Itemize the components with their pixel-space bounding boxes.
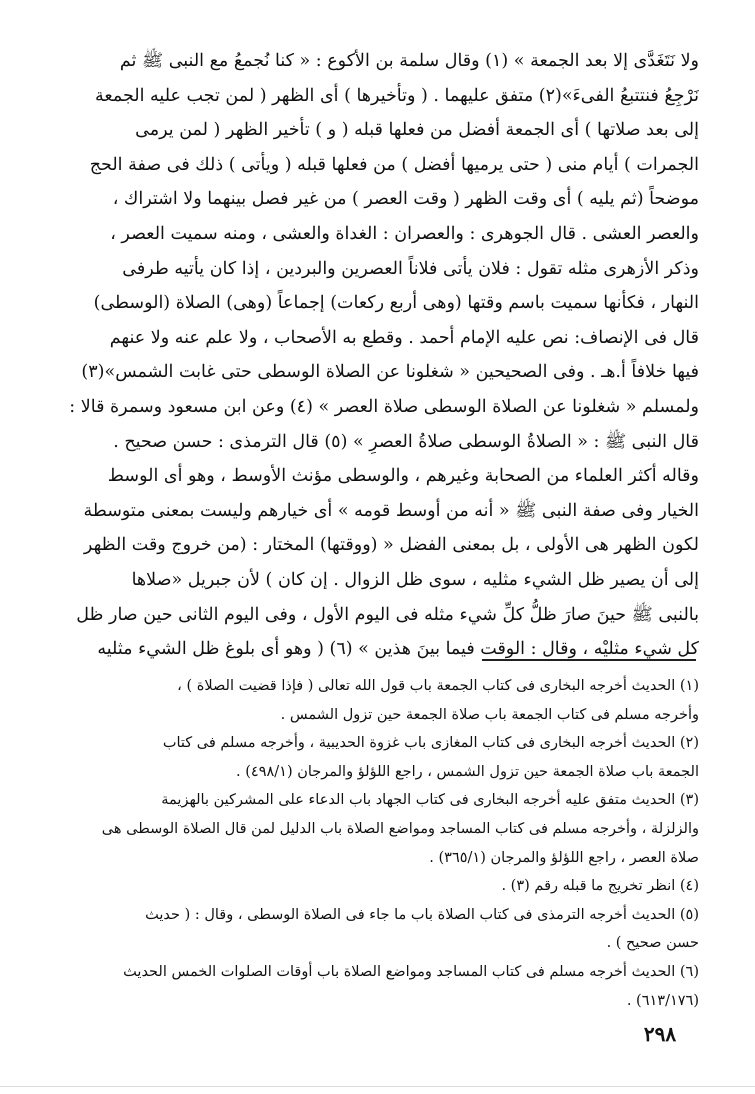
main-text-line: إلى أن يصير ظل الشيء مثليه ، سوى ظل الزوال . إن كان ) لأن جبريل «صلاها <box>131 569 699 590</box>
main-text-line: بالنبى ﷺ حينَ صارَ ظلُّ كلِّ شيء مثله فى اليوم الأول ، وفى اليوم الثانى حين صار ظل <box>76 604 699 625</box>
footnote-line: والزلزلة ، وأخرجه مسلم فى كتاب المساجد ومواضع الصلاة باب الدليل لمن قال الصلاة الوسطى هى <box>101 820 699 837</box>
footnote-line: وأخرجه مسلم فى كتاب الجمعة باب صلاة الجمعة حين تزول الشمس . <box>280 706 699 723</box>
footnote-line: صلاة العصر ، راجع اللؤلؤ والمرجان (٣٦٥/١) . <box>429 849 699 866</box>
main-text-block <box>66 44 699 667</box>
footnote-line: (٦١٣/١٧٦) . <box>626 992 699 1009</box>
footnote-separator <box>482 659 696 661</box>
footnotes-block <box>66 672 699 1015</box>
footnote-line: (٤) انظر تخريج ما قبله رقم (٣) . <box>501 878 699 895</box>
page-number: ٢٩٨ <box>643 1022 677 1046</box>
footnote-line: (٦) الحديث أخرجه مسلم فى كتاب المساجد ومواضع الصلاة باب أوقات الصلوات الخمس الحديث <box>123 963 699 980</box>
footnote-line: الجمعة باب صلاة الجمعة حين تزول الشمس ، راجع اللؤلؤ والمرجان (٤٩٨/١) . <box>236 763 699 780</box>
main-text-line: قال النبى ﷺ : « الصلاةُ الوسطى صلاةُ العصرِ » (٥) قال الترمذى : حسن صحيح . <box>113 431 699 452</box>
main-text-line: الخيار وفى صفة النبى ﷺ « أنه من أوسط قومه » أى خيارهم وليست بمعنى متوسطة <box>83 500 699 521</box>
main-text-line: فيها خلافاً أ.هـ . وفى الصحيحين « شغلونا عن الصلاة الوسطى حتى غابت الشمس»(٣) <box>81 362 699 383</box>
main-text-line: النهار ، فكأنها سميت باسم وقتها (وهى أربع ركعات) إجماعاً (وهى) الصلاة (الوسطى) <box>93 293 699 314</box>
main-text-line: لكون الظهر هى الأولى ، بل بمعنى الفضل « (ووقتها) المختار : (من خروج وقت الظهر <box>83 535 699 556</box>
page-bottom-edge <box>0 1086 755 1087</box>
main-text-line: والعصر العشى . قال الجوهرى : والعصران : الغداة والعشى ، ومنه سميت العصر ، <box>110 223 699 244</box>
main-text-line: نَرْجِعُ فنتتبعُ الفىءَ»(٢) متفق عليهما . ( وتأخيرها ) أى الظهر ( لمن تجب عليه الجمعة <box>95 85 699 106</box>
main-text-line: موضحاً (ثم يليه ) أى وقت الظهر ( وقت العصر ) من غير فصل بينهما ولا اشتراك ، <box>112 189 699 210</box>
main-text-line: قال فى الإنصاف: نص عليه الإمام أحمد . وقطع به الأصحاب ، ولا علم عنه ولا عنهم <box>109 327 699 348</box>
main-text-line: كل شيء مثليْه ، وقال : الوقت فيما بينَ هذين » (٦) ( وهو أى بلوغ ظل الشيء مثليه <box>97 639 699 660</box>
footnote-line: حسن صحيح ) . <box>606 935 699 952</box>
main-text-line: ولمسلم « شغلونا عن الصلاة الوسطى صلاة العصر » (٤) وعن ابن مسعود وسمرة قالا : <box>69 396 699 417</box>
main-text-line: وقاله أكثر العلماء من الصحابة وغيرهم ، والوسطى مؤنث الأوسط ، وهو أى الوسط <box>107 466 699 487</box>
footnote-line: (٥) الحديث أخرجه الترمذى فى كتاب الصلاة باب ما جاء فى الصلاة الوسطى ، وقال : ( حديث <box>145 906 699 923</box>
main-text-line: ولا نَتَغَدَّى إلا بعد الجمعة » (١) وقال سلمة بن الأكوع : « كنا نُجمعُ مع النبى ﷺ ثم <box>119 51 699 71</box>
footnote-line: (١) الحديث أخرجه البخارى فى كتاب الجمعة باب قول الله تعالى ( فإذا قضيت الصلاة ) ، <box>177 678 699 694</box>
main-text-line: الجمرات ) أيام منى ( حتى يرميها أفضل ) من فعلها قبله ( ويأتى ) ذلك فى صفة الحج <box>89 154 699 175</box>
footnote-line: (٣) الحديث متفق عليه أخرجه البخارى فى كتاب الجهاد باب الدعاء على المشركين بالهزيمة <box>161 792 699 809</box>
main-text-line: إلى بعد صلاتها ) أى الجمعة أفضل من فعلها قبله ( و ) تأخير الظهر ( لمن يرمى <box>135 120 699 141</box>
footnote-line: (٢) الحديث أخرجه البخارى فى كتاب المغازى باب غزوة الحديبية ، وأخرجه مسلم فى كتاب <box>162 735 699 752</box>
main-text-line: وذكر الأزهرى مثله تقول : فلان يأتى فلاناً العصرين والبردين ، إذا كان يأتيه طرفى <box>122 258 699 279</box>
